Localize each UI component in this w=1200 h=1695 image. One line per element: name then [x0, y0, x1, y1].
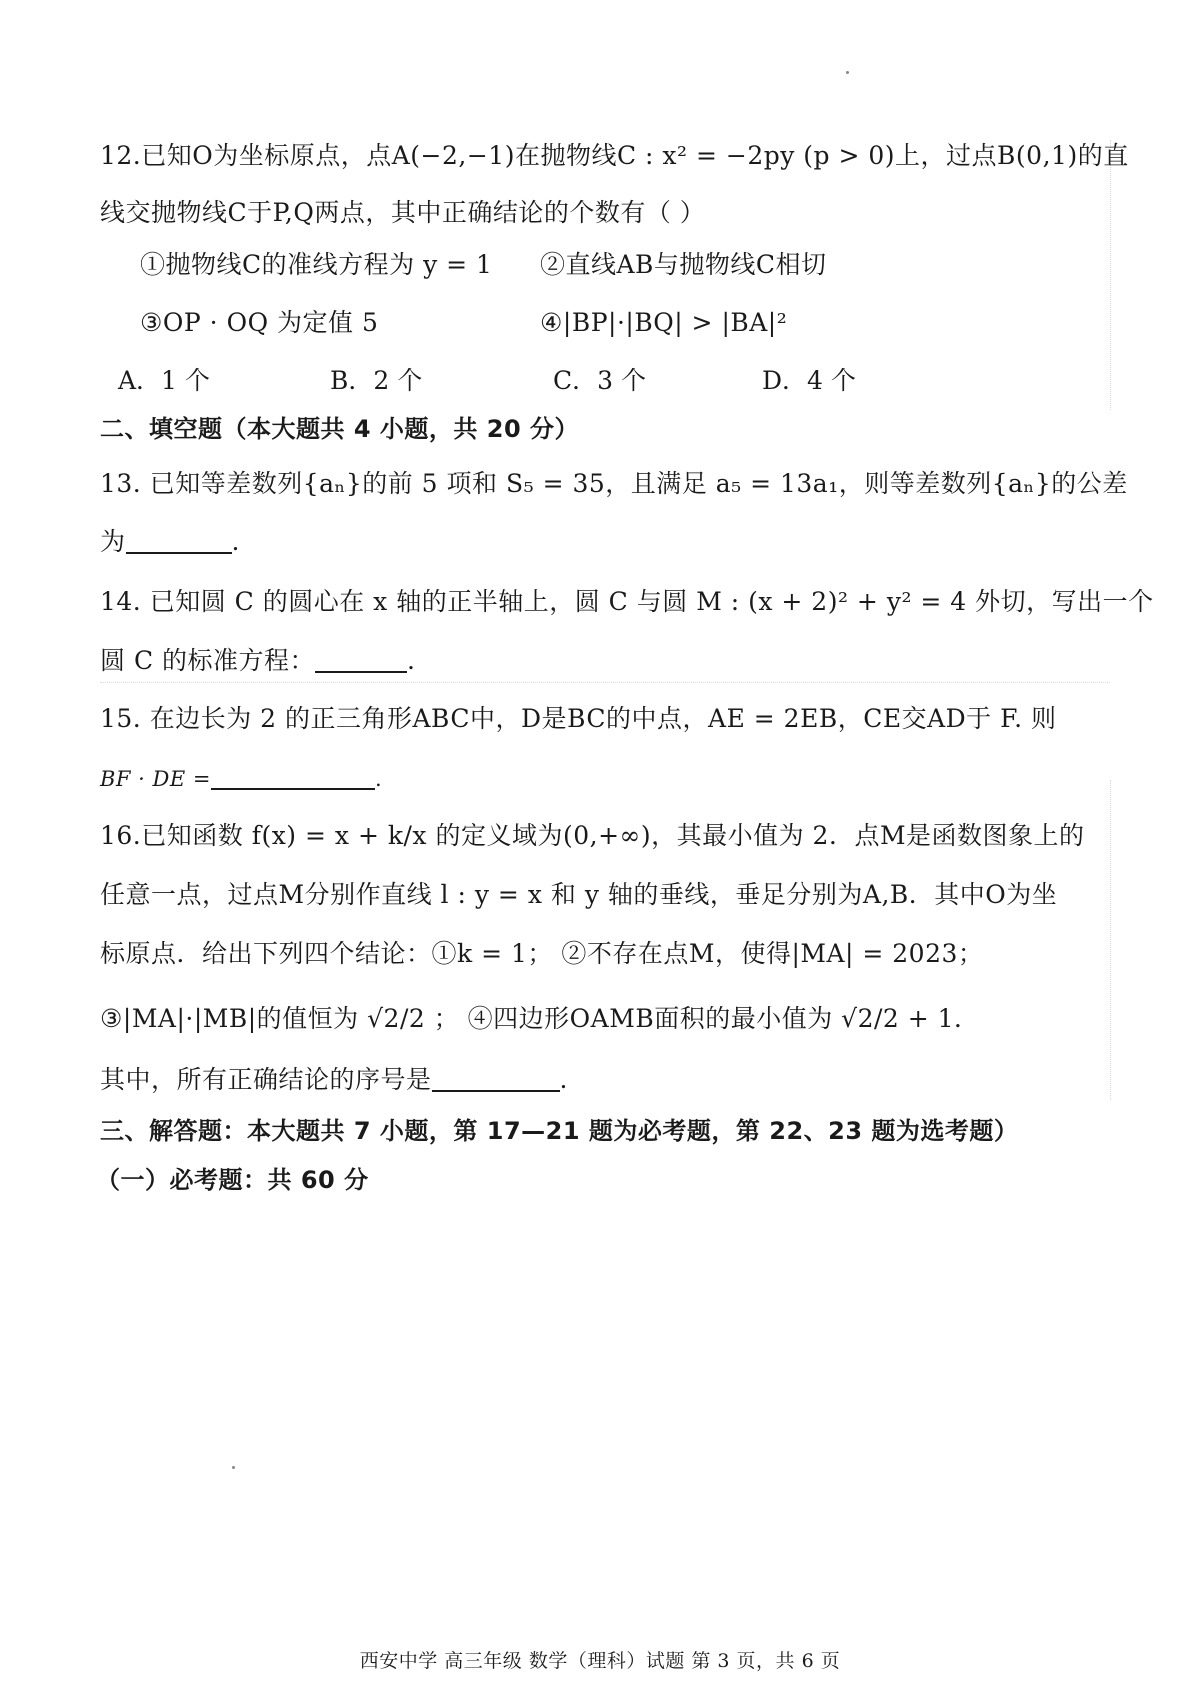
q12-choice-a: A．1 个	[118, 366, 210, 395]
q16-line5	[100, 1063, 568, 1097]
q12-statement-3: ③OP · OQ 为定值 5	[140, 308, 379, 337]
q12-stem-line1: 12.已知O为坐标原点，点A(−2,−1)在抛物线C : x² = −2py (p > 0)上，过点B(0,1)的直	[100, 141, 1129, 170]
q16-prefix: 其中，所有正确结论的序号是	[100, 1065, 432, 1094]
q15-expression: BF · DE =	[100, 767, 211, 791]
q15-line2	[100, 762, 382, 796]
q15-answer-blank	[211, 762, 375, 790]
q13-suffix: .	[231, 527, 240, 556]
scan-border	[100, 682, 1110, 683]
scan-speck	[846, 71, 849, 74]
q12-choice-d: D．4 个	[762, 366, 856, 395]
q12-statement-4: ④|BP|·|BQ| > |BA|²	[540, 308, 788, 337]
q15-suffix: .	[374, 767, 383, 791]
section-required-subheading: （一）必考题：共 60 分	[96, 1166, 369, 1194]
scan-speck	[232, 1466, 235, 1469]
q15-line1: 15. 在边长为 2 的正三角形ABC中，D是BC的中点，AE = 2EB，CE交AD于 F. 则	[100, 704, 1057, 733]
q13-line2	[100, 525, 240, 559]
q13-answer-blank	[126, 526, 232, 554]
q16-line3: 标原点．给出下列四个结论：①k = 1； ②不存在点M，使得|MA| = 2023；	[100, 939, 984, 968]
q13-prefix: 为	[100, 527, 126, 556]
q14-prefix: 圆 C 的标准方程：	[100, 646, 316, 675]
q12-stem-line2: 线交抛物线C于P,Q两点，其中正确结论的个数有（ ）	[100, 198, 706, 227]
q16-line2: 任意一点，过点M分别作直线 l : y = x 和 y 轴的垂线，垂足分别为A,B．其中O为坐	[100, 880, 1058, 909]
q16-suffix: .	[559, 1065, 568, 1094]
section-fill-in-heading: 二、填空题（本大题共 4 小题，共 20 分）	[100, 415, 580, 443]
scan-border	[1110, 140, 1111, 410]
section-solution-heading: 三、解答题：本大题共 7 小题，第 17—21 题为必考题，第 22、23 题为选考题）	[100, 1117, 1019, 1145]
page-footer: 西安中学 高三年级 数学（理科）试题 第 3 页，共 6 页	[359, 1650, 841, 1672]
q14-answer-blank	[315, 645, 407, 673]
q12-choice-c: C．3 个	[553, 366, 646, 395]
q14-line2	[100, 644, 415, 678]
q12-statement-2: ②直线AB与抛物线C相切	[540, 250, 827, 279]
q16-answer-blank	[432, 1064, 560, 1092]
q14-suffix: .	[407, 646, 416, 675]
q12-choice-b: B．2 个	[330, 366, 423, 395]
q13-line1: 13. 已知等差数列{aₙ}的前 5 项和 S₅ = 35，且满足 a₅ = 13a₁，则等差数列{aₙ}的公差	[100, 469, 1128, 498]
q16-line4: ③|MA|·|MB|的值恒为 √2/2 ； ④四边形OAMB面积的最小值为 √2/2 + 1．	[100, 1004, 980, 1033]
scan-border	[1110, 780, 1111, 1100]
q14-line1: 14. 已知圆 C 的圆心在 x 轴的正半轴上，圆 C 与圆 M : (x + 2)² + y² = 4 外切，写出一个	[100, 587, 1154, 616]
q12-statement-1: ①抛物线C的准线方程为 y = 1	[140, 250, 493, 279]
q16-line1: 16.已知函数 f(x) = x + k/x 的定义域为(0,+∞)，其最小值为 2．点M是函数图象上的	[100, 821, 1085, 850]
